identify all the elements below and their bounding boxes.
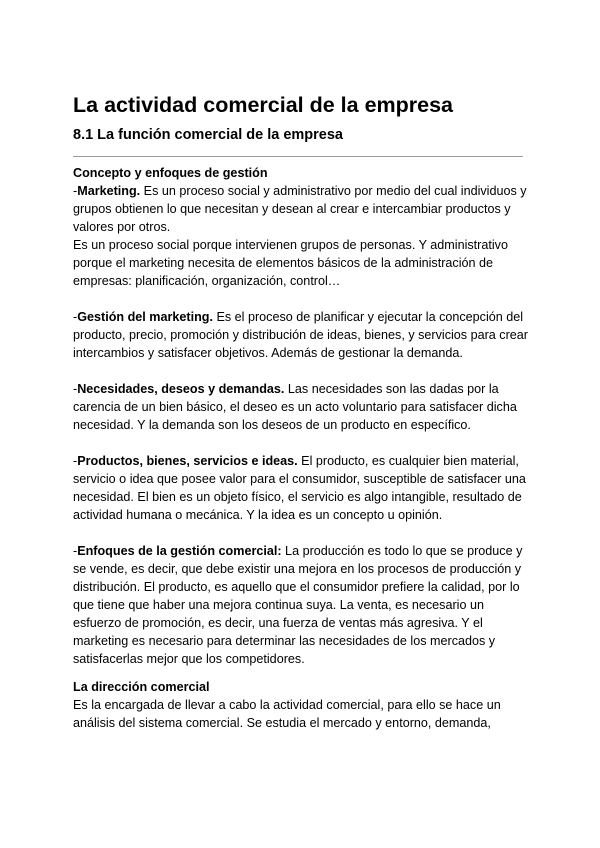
dash: - <box>73 310 78 324</box>
horizontal-divider <box>73 156 523 157</box>
paragraph-gestion <box>73 308 528 362</box>
term-necesidades: Necesidades, deseos y demandas. <box>77 382 285 396</box>
paragraph-necesidades <box>73 380 528 434</box>
term-marketing: Marketing. <box>77 184 141 198</box>
term-gestion: Gestión del marketing. <box>77 310 213 324</box>
text-necesidades: Las necesidades son las dadas por la carencia de un bien básico, el deseo es un acto voluntario para satisfacer dicha necesidad. Y la demanda son los deseos de un producto en específico. <box>73 382 517 432</box>
text-marketing: Es un proceso social y administrativo por medio del cual individuos y grupos obtienen lo que necesitan y desean al crear e intercambiar productos y valores por otros. <box>73 184 527 234</box>
text-productos: El producto, es cualquier bien material, servicio o idea que posee valor para el consumidor, susceptible de satisfacer una necesidad. El bien es un objeto físico, el servicio es algo intangible, resultado de actividad humana o mecánica. Y la idea es un concepto u opinión. <box>73 454 526 522</box>
document-title: La actividad comercial de la empresa <box>73 93 454 117</box>
dash: - <box>73 382 78 396</box>
section-heading-direccion: La dirección comercial <box>73 680 210 694</box>
dash: - <box>73 544 78 558</box>
term-productos: Productos, bienes, servicios e ideas. <box>77 454 298 468</box>
dash: - <box>73 184 78 198</box>
dash: - <box>73 454 78 468</box>
paragraph-marketing <box>73 182 528 236</box>
paragraph-marketing-2: Es un proceso social porque intervienen grupos de personas. Y administrativo porque el marketing necesita de elementos básicos de la administración de empresas: planificación, organización, control… <box>73 238 508 288</box>
document-body <box>73 164 528 732</box>
paragraph-direccion: Es la encargada de llevar a cabo la actividad comercial, para ello se hace un análisis del sistema comercial. Se estudia el mercado y entorno, demanda, <box>73 698 501 730</box>
section-subtitle: 8.1 La función comercial de la empresa <box>73 127 343 143</box>
paragraph-productos <box>73 452 528 524</box>
text-enfoques: La producción es todo lo que se produce y se vende, es decir, que debe existir una mejora en los procesos de producción y distribución. El producto, es aquello que el consumidor prefiere la calidad, por lo que tiene que haber una mejora continua suya. La venta, es necesario un esfuerzo de promoción, es decir, una fuerza de ventas más agresiva. Y el marketing es necesario para determinar las necesidades de los mercados y satisfacerlas mejor que los competidores. <box>73 544 523 666</box>
text-gestion: Es el proceso de planificar y ejecutar la concepción del producto, precio, promoción y distribución de ideas, bienes, y servicios para crear intercambios y satisfacer objetivos. Además de gestionar la demanda. <box>73 310 528 360</box>
section-heading-concepto: Concepto y enfoques de gestión <box>73 166 268 180</box>
paragraph-enfoques <box>73 542 528 668</box>
term-enfoques: Enfoques de la gestión comercial: <box>77 544 282 558</box>
